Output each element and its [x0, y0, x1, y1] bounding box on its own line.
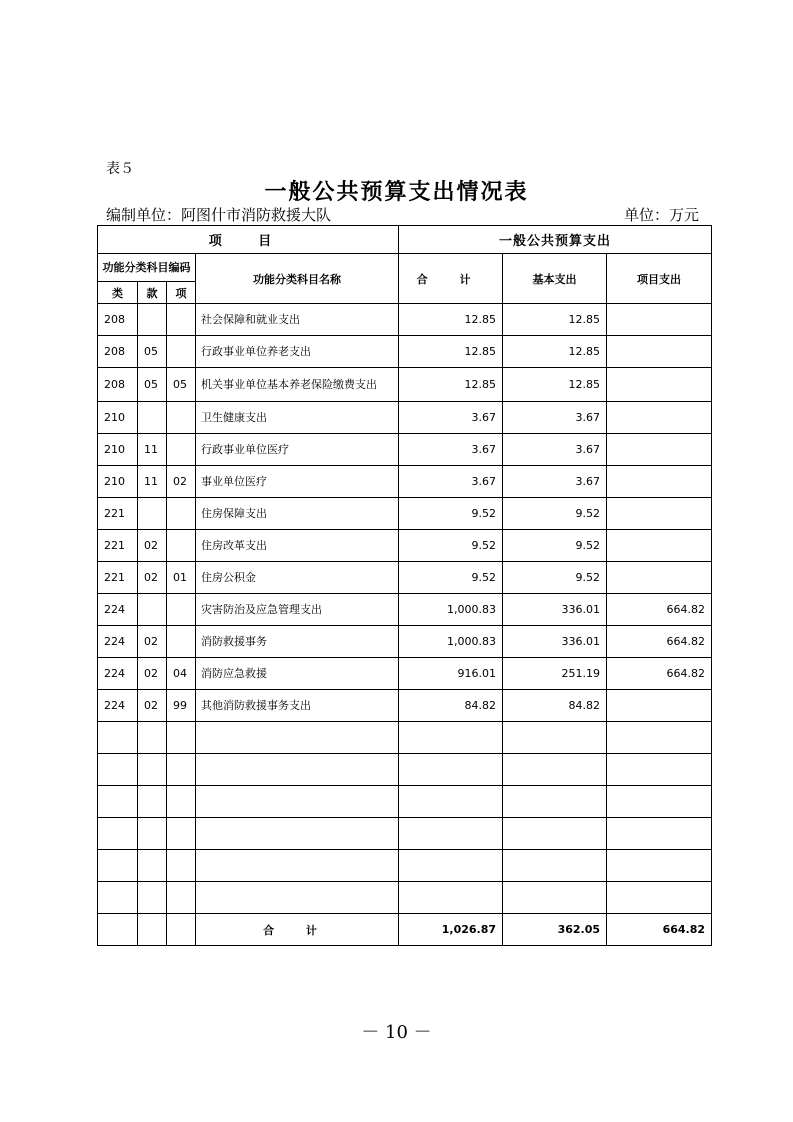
empty-cell — [607, 754, 712, 786]
table-row — [98, 530, 712, 562]
header-project: 项目支出 — [607, 254, 712, 304]
empty-cell — [503, 722, 607, 754]
cell-total: 9.52 — [399, 530, 503, 562]
cell-total: 1,000.83 — [399, 626, 503, 658]
empty-cell — [196, 786, 399, 818]
cell-xiang — [167, 336, 196, 368]
cell-kuan: 02 — [138, 626, 167, 658]
cell-basic: 336.01 — [503, 626, 607, 658]
cell-name: 消防救援事务 — [196, 626, 399, 658]
cell-xiang — [167, 434, 196, 466]
total-label: 合 计 — [196, 914, 399, 946]
table-row — [98, 690, 712, 722]
header-code: 功能分类科目编码 — [98, 254, 196, 282]
cell-basic: 3.67 — [503, 402, 607, 434]
empty-cell — [196, 722, 399, 754]
cell-total: 1,000.83 — [399, 594, 503, 626]
cell-lei: 224 — [98, 594, 138, 626]
cell-total: 9.52 — [399, 498, 503, 530]
cell-name: 住房公积金 — [196, 562, 399, 594]
table-row — [98, 562, 712, 594]
cell-lei: 224 — [98, 690, 138, 722]
cell-basic: 12.85 — [503, 304, 607, 336]
empty-cell — [98, 754, 138, 786]
cell-name: 行政事业单位养老支出 — [196, 336, 399, 368]
compiling-unit: 编制单位：阿图什市消防救援大队 — [106, 206, 332, 224]
cell-project: 664.82 — [607, 626, 712, 658]
cell-xiang: 01 — [167, 562, 196, 594]
empty-cell — [138, 818, 167, 850]
empty-cell — [167, 754, 196, 786]
cell-name: 卫生健康支出 — [196, 402, 399, 434]
cell-name: 社会保障和就业支出 — [196, 304, 399, 336]
cell-basic: 84.82 — [503, 690, 607, 722]
cell-project — [607, 690, 712, 722]
header-items: 项 目 — [98, 226, 399, 254]
header-name: 功能分类科目名称 — [196, 254, 399, 304]
cell-kuan: 02 — [138, 562, 167, 594]
cell-project — [607, 466, 712, 498]
empty-cell — [196, 754, 399, 786]
empty-cell — [167, 882, 196, 914]
cell-total: 84.82 — [399, 690, 503, 722]
header-general-budget: 一般公共预算支出 — [399, 226, 712, 254]
empty-cell — [196, 850, 399, 882]
cell-xiang — [167, 594, 196, 626]
empty-cell — [503, 754, 607, 786]
cell-lei: 210 — [98, 402, 138, 434]
empty-row — [98, 754, 712, 786]
total-row — [98, 914, 712, 946]
cell-lei: 221 — [98, 562, 138, 594]
empty-cell — [196, 882, 399, 914]
cell-kuan — [138, 498, 167, 530]
header-lei: 类 — [98, 282, 138, 304]
empty-cell — [503, 882, 607, 914]
cell-xiang — [167, 304, 196, 336]
empty-cell — [98, 722, 138, 754]
cell-project — [607, 336, 712, 368]
cell-basic: 251.19 — [503, 658, 607, 690]
cell-kuan: 11 — [138, 434, 167, 466]
empty-cell — [138, 786, 167, 818]
empty-cell — [167, 722, 196, 754]
empty-cell — [607, 722, 712, 754]
empty-cell — [399, 722, 503, 754]
header-kuan: 款 — [138, 282, 167, 304]
cell-total: 12.85 — [399, 368, 503, 402]
cell-xiang: 04 — [167, 658, 196, 690]
cell-lei: 208 — [98, 368, 138, 402]
cell-name: 消防应急救援 — [196, 658, 399, 690]
cell-basic: 3.67 — [503, 466, 607, 498]
empty-cell — [607, 786, 712, 818]
empty-cell — [399, 882, 503, 914]
empty-cell — [167, 850, 196, 882]
empty-row — [98, 786, 712, 818]
cell-project — [607, 304, 712, 336]
table-label: 表５ — [106, 161, 134, 177]
table-row — [98, 466, 712, 498]
cell-xiang — [167, 530, 196, 562]
empty-cell — [399, 754, 503, 786]
cell-name: 灾害防治及应急管理支出 — [196, 594, 399, 626]
empty-cell — [607, 818, 712, 850]
table-row — [98, 434, 712, 466]
cell-total: 9.52 — [399, 562, 503, 594]
cell-lei: 208 — [98, 336, 138, 368]
cell-basic: 3.67 — [503, 434, 607, 466]
cell-lei: 221 — [98, 530, 138, 562]
empty-cell — [607, 850, 712, 882]
table-row — [98, 498, 712, 530]
empty-cell — [138, 850, 167, 882]
empty-row — [98, 882, 712, 914]
cell-project — [607, 434, 712, 466]
cell-kuan: 02 — [138, 530, 167, 562]
cell-basic: 336.01 — [503, 594, 607, 626]
cell-lei: 224 — [98, 626, 138, 658]
cell-project: 664.82 — [607, 594, 712, 626]
cell-total: 916.01 — [399, 658, 503, 690]
cell-name: 机关事业单位基本养老保险缴费支出 — [196, 368, 399, 402]
empty-cell — [503, 818, 607, 850]
header-total: 合 计 — [399, 254, 503, 304]
cell-total: 12.85 — [399, 304, 503, 336]
header-basic: 基本支出 — [503, 254, 607, 304]
empty-cell — [98, 914, 138, 946]
cell-kuan — [138, 402, 167, 434]
total-basic: 362.05 — [503, 914, 607, 946]
empty-cell — [503, 850, 607, 882]
cell-kuan: 02 — [138, 658, 167, 690]
table-row — [98, 368, 712, 402]
expenditure-table — [97, 225, 712, 946]
empty-cell — [196, 818, 399, 850]
empty-row — [98, 818, 712, 850]
cell-basic: 9.52 — [503, 530, 607, 562]
empty-row — [98, 722, 712, 754]
empty-cell — [138, 722, 167, 754]
cell-name: 住房保障支出 — [196, 498, 399, 530]
cell-project — [607, 562, 712, 594]
cell-project — [607, 368, 712, 402]
cell-basic: 12.85 — [503, 336, 607, 368]
cell-total: 3.67 — [399, 434, 503, 466]
empty-cell — [98, 786, 138, 818]
cell-kuan: 11 — [138, 466, 167, 498]
empty-cell — [138, 754, 167, 786]
cell-project — [607, 530, 712, 562]
cell-kuan: 05 — [138, 336, 167, 368]
cell-xiang — [167, 498, 196, 530]
empty-cell — [399, 850, 503, 882]
empty-cell — [503, 786, 607, 818]
empty-cell — [138, 882, 167, 914]
cell-project: 664.82 — [607, 658, 712, 690]
cell-basic: 12.85 — [503, 368, 607, 402]
empty-cell — [607, 882, 712, 914]
cell-lei: 210 — [98, 466, 138, 498]
cell-xiang: 99 — [167, 690, 196, 722]
table-row — [98, 626, 712, 658]
cell-kuan: 05 — [138, 368, 167, 402]
total-total: 1,026.87 — [399, 914, 503, 946]
cell-kuan — [138, 594, 167, 626]
cell-name: 其他消防救援事务支出 — [196, 690, 399, 722]
table-row — [98, 402, 712, 434]
empty-cell — [138, 914, 167, 946]
empty-cell — [167, 786, 196, 818]
empty-cell — [167, 818, 196, 850]
table-row — [98, 594, 712, 626]
empty-cell — [399, 786, 503, 818]
cell-project — [607, 498, 712, 530]
table-row — [98, 658, 712, 690]
cell-kuan — [138, 304, 167, 336]
cell-project — [607, 402, 712, 434]
empty-cell — [167, 914, 196, 946]
cell-xiang: 05 — [167, 368, 196, 402]
cell-lei: 208 — [98, 304, 138, 336]
total-project: 664.82 — [607, 914, 712, 946]
cell-basic: 9.52 — [503, 498, 607, 530]
empty-cell — [98, 882, 138, 914]
page-number: － 10 － — [361, 1022, 432, 1043]
page-title: 一般公共预算支出情况表 — [264, 179, 529, 205]
currency-unit: 单位：万元 — [624, 206, 700, 224]
cell-total: 3.67 — [399, 466, 503, 498]
cell-lei: 224 — [98, 658, 138, 690]
cell-lei: 210 — [98, 434, 138, 466]
cell-kuan: 02 — [138, 690, 167, 722]
empty-cell — [399, 818, 503, 850]
table-row — [98, 304, 712, 336]
header-xiang: 项 — [167, 282, 196, 304]
cell-lei: 221 — [98, 498, 138, 530]
cell-xiang: 02 — [167, 466, 196, 498]
cell-name: 行政事业单位医疗 — [196, 434, 399, 466]
table-row — [98, 336, 712, 368]
cell-xiang — [167, 402, 196, 434]
cell-xiang — [167, 626, 196, 658]
cell-name: 事业单位医疗 — [196, 466, 399, 498]
empty-cell — [98, 818, 138, 850]
cell-basic: 9.52 — [503, 562, 607, 594]
empty-cell — [98, 850, 138, 882]
cell-total: 3.67 — [399, 402, 503, 434]
cell-name: 住房改革支出 — [196, 530, 399, 562]
cell-total: 12.85 — [399, 336, 503, 368]
empty-row — [98, 850, 712, 882]
